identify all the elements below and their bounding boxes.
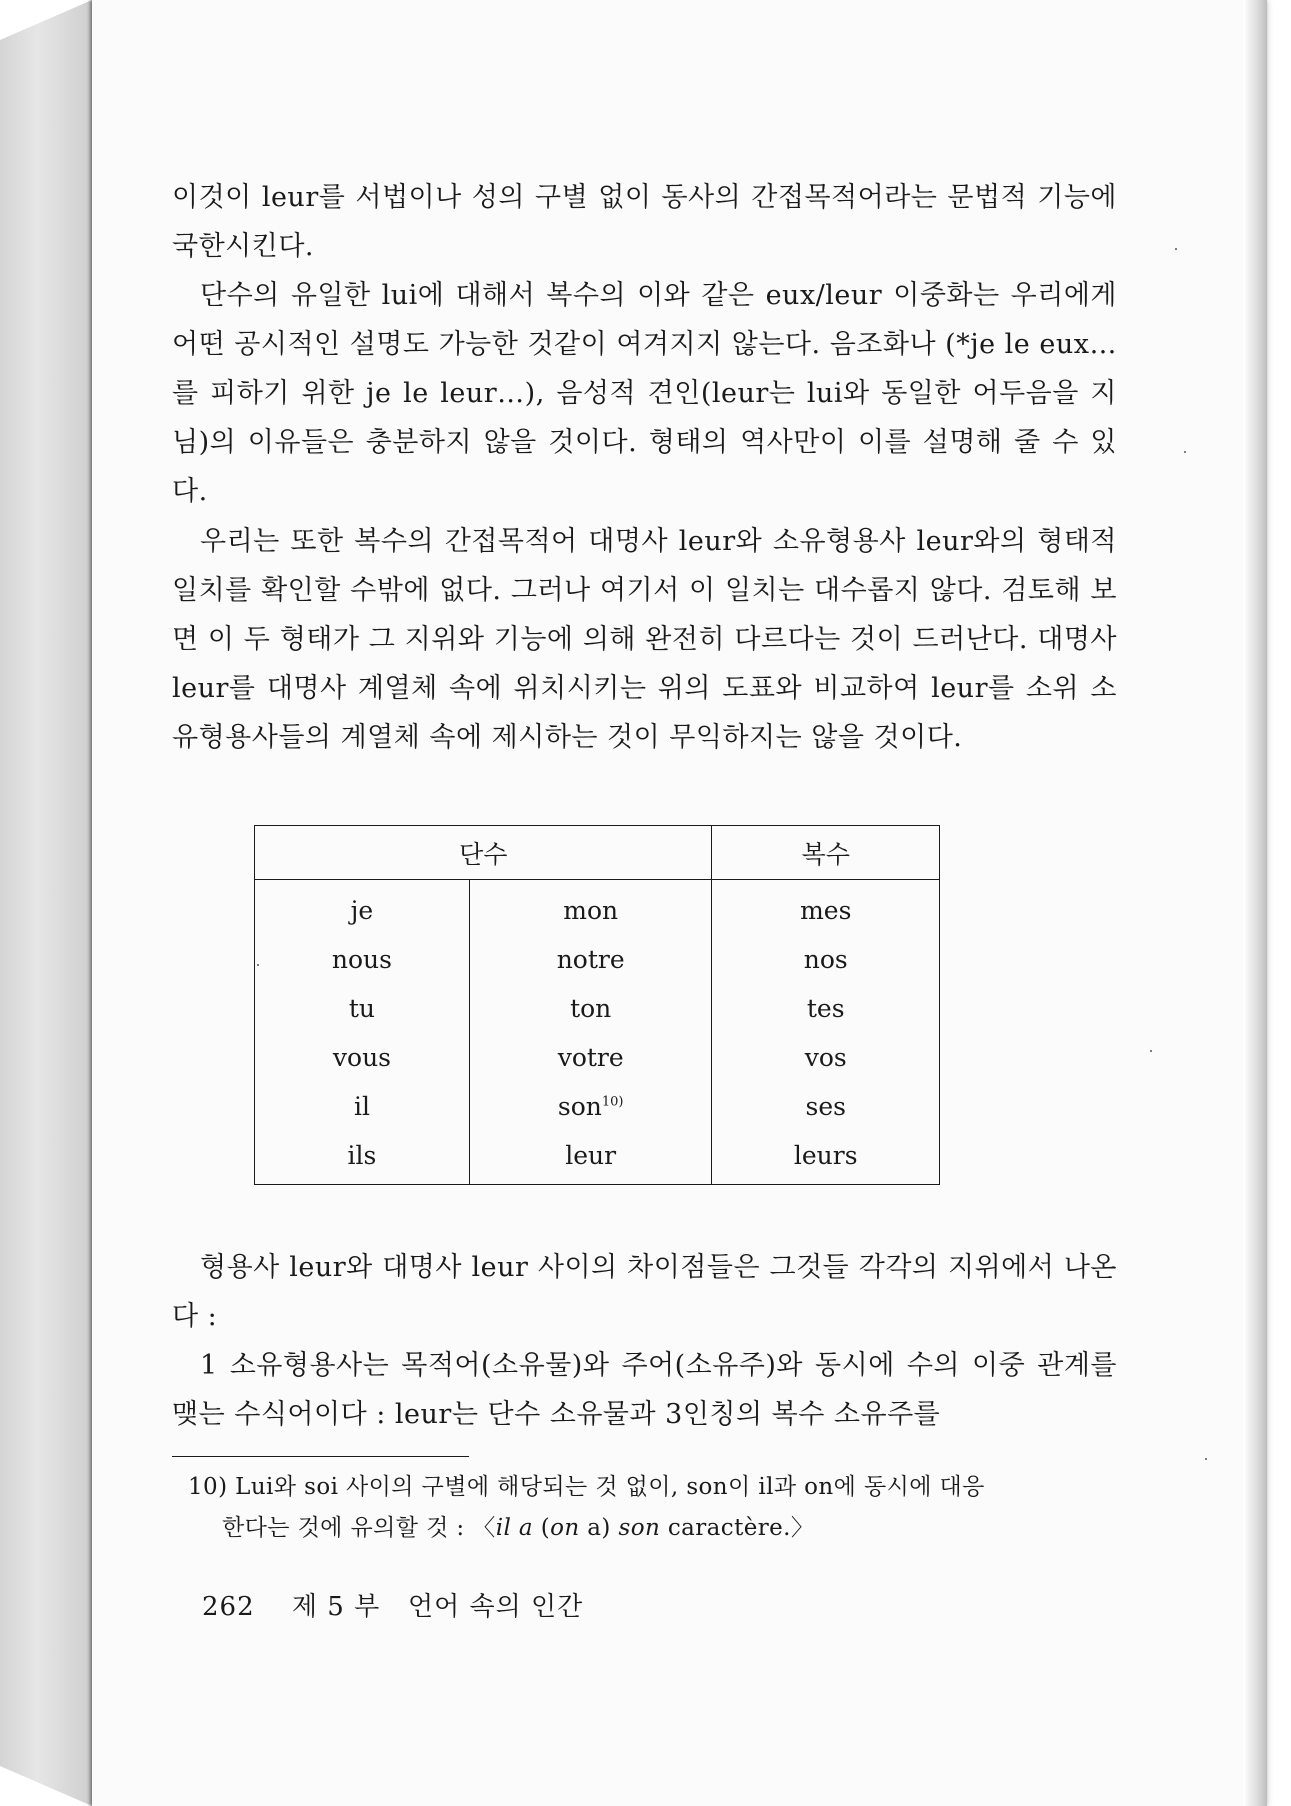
table-header-row xyxy=(255,826,940,880)
footnote-line-1: 10) Lui와 soi 사이의 구별에 해당되는 것 없이, son이 il과 on에 동시에 대응 xyxy=(188,1474,985,1500)
footnote-son: son xyxy=(618,1515,661,1541)
footnote-on: on xyxy=(550,1515,580,1541)
table-row xyxy=(255,1131,940,1185)
footnote-il: il xyxy=(495,1515,512,1541)
part-label: 제 5 부 xyxy=(291,1592,381,1622)
singular-cell: votre xyxy=(469,1033,712,1082)
footnote xyxy=(188,1467,1118,1549)
pronoun-cell: nous xyxy=(255,935,470,984)
plural-cell: mes xyxy=(712,880,940,936)
scan-speck xyxy=(1184,451,1186,453)
pronoun-cell: vous xyxy=(255,1033,470,1082)
footnote-bracket-close: 〉 xyxy=(790,1515,815,1541)
possessive-table xyxy=(254,825,940,1185)
part-title: 언어 속의 인간 xyxy=(408,1592,584,1622)
scan-speck xyxy=(1175,248,1177,250)
singular-cell xyxy=(469,1082,712,1131)
pronoun-cell: ils xyxy=(255,1131,470,1185)
header-singular: 단수 xyxy=(255,826,712,880)
footnote-text: 한다는 것에 유의할 것 : xyxy=(222,1515,473,1541)
pronoun-cell: il xyxy=(255,1082,470,1131)
footnote-mark: 10) xyxy=(601,1094,624,1110)
scan-speck xyxy=(1150,1050,1152,1052)
page-number: 262 xyxy=(202,1592,255,1622)
pronoun-cell: je xyxy=(255,880,470,936)
plural-cell: vos xyxy=(712,1033,940,1082)
table-row xyxy=(255,880,940,936)
plural-cell: leurs xyxy=(712,1131,940,1185)
footnote-paren: ( xyxy=(540,1515,551,1541)
paragraph-3: 우리는 또한 복수의 간접목적어 대명사 leur와 소유형용사 leur와의 형태적 일치를 확인할 수밖에 없다. 그러나 여기서 이 일치는 대수롭지 않다. 검토해 보면 이 두 형태가 그 지위와 기능에 의해 완전히 다르다는 것이 드러난다. 대명사 leur를 대명사 계열체 속에 위치시키는 위의 도표와 비교하여 leur를 소위 소유형용사들의 계열체 속에 제시하는 것이 무익하지는 않을 것이다. xyxy=(172,526,1117,753)
footnote-bracket-open: 〈 xyxy=(472,1515,496,1541)
singular-cell: leur xyxy=(469,1131,712,1185)
table-row xyxy=(255,935,940,984)
scan-speck xyxy=(1205,1458,1207,1460)
page-footer xyxy=(202,1586,583,1623)
paragraph-1: 이것이 leur를 서법이나 성의 구별 없이 동사의 간접목적어라는 문법적 기능에 국한시킨다. xyxy=(172,182,1117,262)
footnote-rule xyxy=(172,1456,469,1457)
paragraph-2: 단수의 유일한 lui에 대해서 복수의 이와 같은 eux/leur 이중화는 우리에게 어떤 공시적인 설명도 가능한 것같이 여겨지지 않는다. 음조화나 (*je le eux…를 피하기 위한 je le leur…), 음성적 견인(leur는 lui와 동일한 어두음을 지님)의 이유들은 충분하지 않을 것이다. 형태의 역사만이 이를 설명해 줄 수 있다. xyxy=(172,280,1117,507)
header-plural: 복수 xyxy=(712,826,940,880)
paragraph-4: 형용사 leur와 대명사 leur 사이의 차이점들은 그것들 각각의 지위에서 나온다 : xyxy=(172,1252,1117,1332)
table-row xyxy=(255,1082,940,1131)
book-spine xyxy=(0,0,92,1806)
table-row xyxy=(255,984,940,1033)
pronoun-cell: tu xyxy=(255,984,470,1033)
footnote-a: a xyxy=(511,1515,541,1541)
plural-cell: nos xyxy=(712,935,940,984)
table-row xyxy=(255,1033,940,1082)
plural-cell: tes xyxy=(712,984,940,1033)
singular-cell: mon xyxy=(469,880,712,936)
footnote-caractere: caractère. xyxy=(660,1515,791,1541)
singular-cell: ton xyxy=(469,984,712,1033)
footnote-a-close: a) xyxy=(579,1515,619,1541)
plural-cell: ses xyxy=(712,1082,940,1131)
footnote-line-2 xyxy=(188,1508,1118,1549)
singular-cell: notre xyxy=(469,935,712,984)
scan-speck xyxy=(257,964,259,966)
singular-value: son xyxy=(557,1092,602,1121)
paragraph-5: 1 소유형용사는 목적어(소유물)와 주어(소유주)와 동시에 수의 이중 관계를 맺는 수식어이다 : leur는 단수 소유물과 3인칭의 복수 소유주를 xyxy=(172,1350,1117,1430)
page-edge xyxy=(1243,0,1267,1806)
